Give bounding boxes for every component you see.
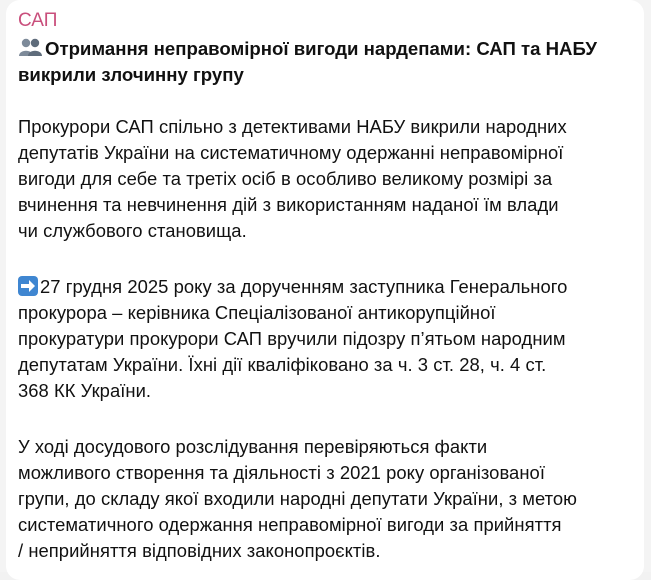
paragraph-1-line: депутатів України на систематичному одержанні неправомірної — [18, 142, 564, 163]
paragraph-3-line: / неприйняття відповідних законопроєктів. — [18, 540, 381, 561]
paragraph-3-line: групи, до складу якої входили народні депутати України, з метою — [18, 488, 578, 509]
paragraph-2-line-1-text: 27 грудня 2025 року за дорученням заступника Генерального — [40, 276, 568, 297]
paragraph-1-line: Прокурори САП спільно з детективами НАБУ викрили народних — [18, 116, 567, 137]
message-bubble[interactable] — [6, 0, 644, 580]
right-arrow-icon — [18, 276, 38, 296]
title-line-2: викрили злочинну групу — [18, 64, 244, 85]
paragraph-2-line: депутатам України. Їхні дії кваліфіковано за ч. 3 ст. 28, ч. 4 ст. — [18, 354, 547, 375]
paragraph-1 — [18, 114, 632, 244]
paragraph-1-line: вчинення та невчинення дій з використанням наданої їм влади — [18, 194, 559, 215]
paragraph-3-line: У ході досудового розслідування перевіряються факти — [18, 436, 488, 457]
message-title — [18, 36, 632, 88]
paragraph-3-line: систематичного одержання неправомірної вигоди за прийняття — [18, 514, 562, 535]
title-line-1 — [18, 36, 632, 62]
paragraph-3 — [18, 434, 632, 564]
paragraph-2-line: 368 КК України. — [18, 380, 152, 401]
paragraph-2-line: прокурора – керівника Спеціалізованої антикорупційної — [18, 302, 496, 323]
paragraph-2-line — [18, 274, 632, 300]
paragraph-1-line: вигоди для себе та третіх осіб в особливо великому розмірі за — [18, 168, 553, 189]
sender-name[interactable]: САП — [18, 10, 58, 31]
paragraph-1-line: чи службового становища. — [18, 220, 247, 241]
paragraph-2-line: прокуратури прокурори САП вручили підозру п’ятьом народним — [18, 328, 566, 349]
paragraph-2 — [18, 274, 632, 404]
title-line-1-text: Отримання неправомірної вигоди нардепами: САП та НАБУ — [45, 38, 597, 59]
busts-in-silhouette-icon — [18, 37, 44, 57]
paragraph-3-line: можливого створення та діяльності з 2021 року організованої — [18, 462, 545, 483]
